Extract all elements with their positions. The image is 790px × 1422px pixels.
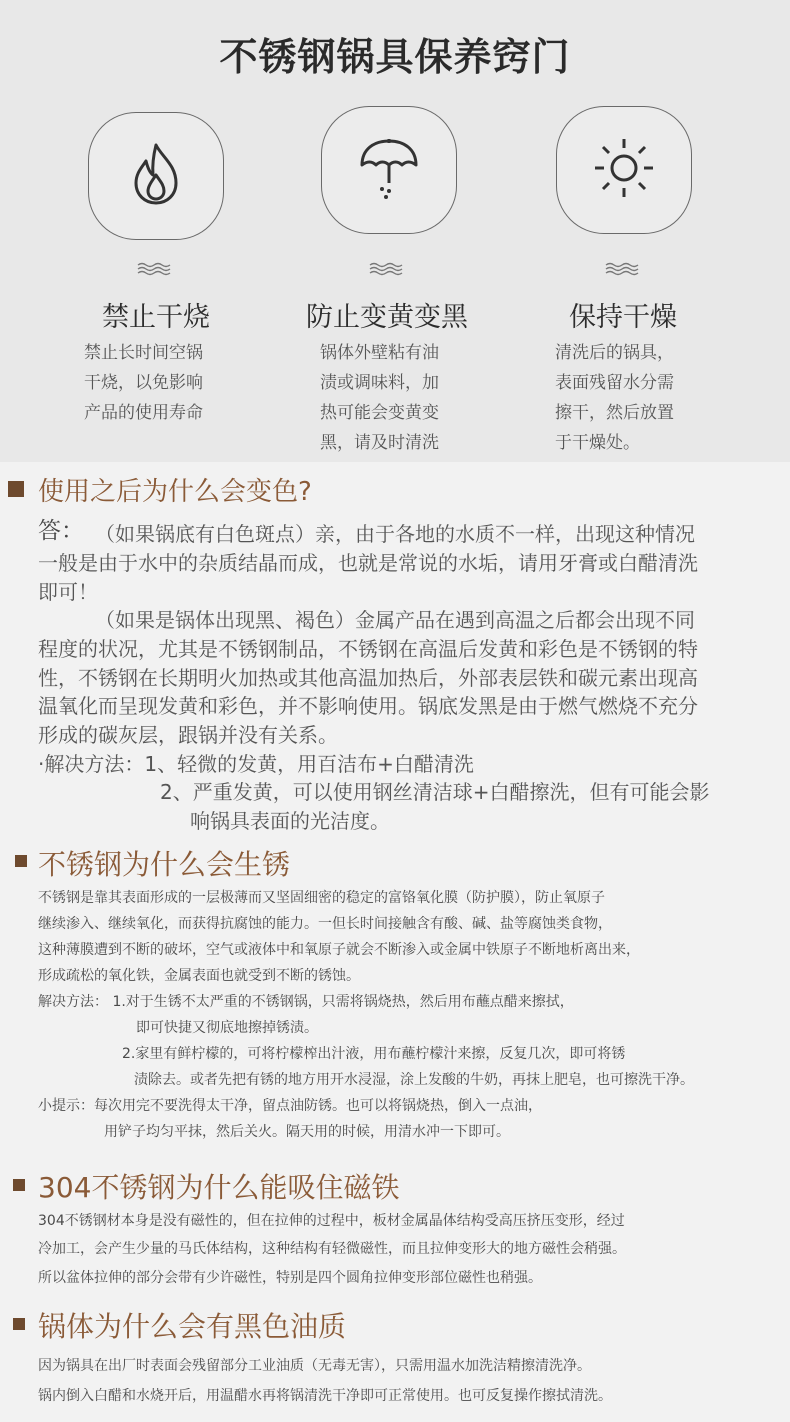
section1-line: 温氧化而呈现发黄和彩色，并不影响使用。锅底发黑是由于燃气燃烧不充分 (38, 694, 698, 718)
feature-circle-2 (321, 106, 457, 234)
feature-circle-1 (88, 112, 224, 240)
section1-line: 程度的状况，尤其是不锈钢制品，不锈钢在高温后发黄和彩色是不锈钢的特 (38, 637, 698, 661)
section1-line: 响锅具表面的光洁度。 (190, 809, 390, 833)
section2-line: 用铲子均匀平抹，然后关火。隔天用的时候，用清水冲一下即可。 (104, 1124, 510, 1140)
section4-heading: 锅体为什么会有黑色油质 (38, 1310, 347, 1343)
flame-icon (126, 141, 186, 211)
section2-line: 继续渗入、继续氧化，而获得抗腐蚀的能力。一但长时间接触含有酸、碱、盐等腐蚀类食物， (38, 916, 612, 932)
section1-line: 即可！ (38, 580, 98, 604)
wave-icon (604, 262, 644, 276)
feature-desc-2: 锅体外壁粘有油 渍或调味料，加 热可能会变黄变 黑，请及时清洗 (320, 343, 439, 453)
feature-title-2: 防止变黄变黑 (306, 302, 468, 333)
section1-line: （如果是锅体出现黑、褐色）金属产品在遇到高温之后都会出现不同 (95, 608, 695, 632)
section1-line: 2、严重发黄，可以使用钢丝清洁球+白醋擦洗，但有可能会影 (160, 780, 710, 804)
feature-title-3: 保持干燥 (569, 302, 677, 333)
section2-line: 渍除去。或者先把有锈的地方用开水浸湿，涂上发酸的牛奶，再抹上肥皂，也可擦洗干净。 (134, 1072, 694, 1088)
section2-line: 即可快捷又彻底地擦掉锈渍。 (136, 1020, 318, 1036)
page-title: 不锈钢锅具保养窍门 (219, 35, 571, 79)
section3-line: 冷加工，会产生少量的马氏体结构，这种结构有轻微磁性，而且拉伸变形大的地方磁性会稍强。 (38, 1241, 626, 1257)
section2-line: 这种薄膜遭到不断的破坏，空气或液体中和氧原子就会不断渗入或金属中铁原子不断地析离出来， (38, 942, 640, 958)
umbrella-icon (356, 135, 422, 205)
feature-circle-3 (556, 106, 692, 234)
section-marker (13, 1318, 25, 1330)
section2-line: 解决方法： 1.对于生锈不太严重的不锈钢锅，只需将锅烧热，然后用布蘸点醋来擦拭， (38, 994, 574, 1010)
section-marker (8, 481, 24, 497)
section-marker (13, 1179, 25, 1191)
section2-line: 形成疏松的氧化铁，金属表面也就受到不断的锈蚀。 (38, 968, 360, 984)
section1-heading: 使用之后为什么会变色? (38, 477, 312, 507)
section3-line: 所以盆体拉伸的部分会带有少许磁性，特别是四个圆角拉伸变形部位磁性也稍强。 (38, 1270, 542, 1286)
feature-title-1: 禁止干烧 (102, 302, 210, 333)
section2-line: 小提示：每次用完不要洗得太干净，留点油防锈。也可以将锅烧热，倒入一点油， (38, 1098, 542, 1114)
section4-line: 因为锅具在出厂时表面会残留部分工业油质（无毒无害），只需用温水加洗洁精擦清洗净。 (38, 1358, 591, 1374)
section-marker (15, 855, 27, 867)
section2-line: 2.家里有鲜柠檬的，可将柠檬榨出汁液，用布蘸柠檬汁来擦，反复几次，即可将锈 (122, 1046, 626, 1062)
feature-desc-3: 清洗后的锅具， 表面残留水分需 擦干，然后放置 于干燥处。 (555, 343, 674, 453)
feature-desc-1: 禁止长时间空锅 干烧，以免影响 产品的使用寿命 (84, 343, 203, 423)
section3-line: 304不锈钢材本身是没有磁性的，但在拉伸的过程中，板材金属晶体结构受高压挤压变形，经过 (38, 1213, 625, 1229)
care-tips-banner (0, 0, 790, 462)
section4-line: 锅内倒入白醋和水烧开后，用温醋水再将锅清洗干净即可正常使用。也可反复操作擦拭清洗。 (38, 1388, 612, 1404)
section1-line: 性，不锈钢在长期明火加热或其他高温加热后，外部表层铁和碳元素出现高 (38, 666, 698, 690)
answer-label: 答： (38, 518, 84, 544)
section1-line: （如果锅底有白色斑点）亲，由于各地的水质不一样，出现这种情况 (95, 522, 695, 546)
wave-icon (368, 262, 408, 276)
sun-icon (591, 135, 657, 205)
wave-icon (136, 262, 176, 276)
section1-line: 形成的碳灰层，跟锅并没有关系。 (38, 723, 338, 747)
section1-line: ·解决方法：1、轻微的发黄，用百洁布+白醋清洗 (38, 752, 474, 776)
section1-line: 一般是由于水中的杂质结晶而成，也就是常说的水垢，请用牙膏或白醋清洗 (38, 551, 698, 575)
section2-heading: 不锈钢为什么会生锈 (38, 848, 291, 881)
section2-line: 不锈钢是靠其表面形成的一层极薄而又坚固细密的稳定的富铬氧化膜（防护膜），防止氧原子 (38, 890, 605, 906)
section3-heading: 304不锈钢为什么能吸住磁铁 (38, 1171, 400, 1204)
